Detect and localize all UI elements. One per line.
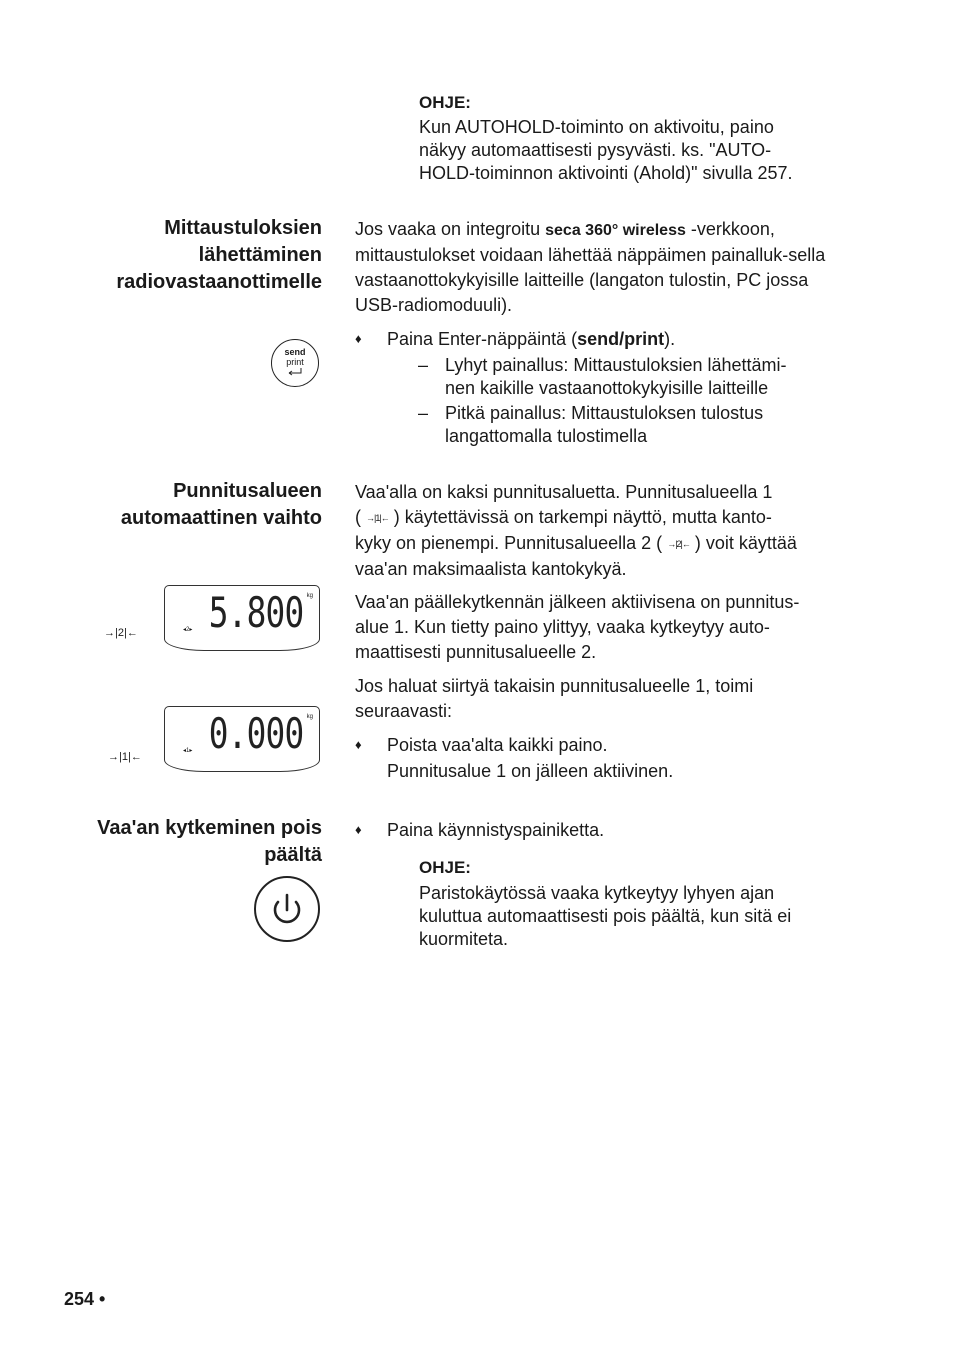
- para-line: [355, 531, 855, 557]
- para-line: seuraavasti:: [355, 701, 453, 721]
- dash-icon: –: [418, 355, 429, 375]
- heading-line: Vaa'an kytkeminen pois: [97, 817, 322, 839]
- para-line: alue 1. Kun tietty paino ylittyy, vaaka kytkeytyy auto-: [355, 617, 770, 637]
- para-text: kyky on pienempi. Punnitusalueella 2 (: [355, 533, 663, 553]
- heading-line: radiovastaanottimelle: [116, 271, 322, 293]
- bullet-text: [387, 327, 675, 351]
- scale-display: [164, 585, 320, 651]
- scale-display: [164, 706, 320, 772]
- heading-line: päältä: [264, 844, 322, 866]
- range-1-icon: →|1|←: [366, 513, 389, 523]
- para-text: Jos vaaka on integroitu: [355, 219, 546, 239]
- range-2-icon: →|2|←: [667, 539, 690, 549]
- para-line: vaa'an maksimaalista kantokykyä.: [355, 559, 627, 579]
- bullet-text: Poista vaa'alta kaikki paino.: [387, 735, 608, 755]
- key-label-send: send: [284, 347, 306, 357]
- section-heading-range: [121, 478, 322, 532]
- display-value: 0.000: [208, 709, 303, 758]
- para-line: Vaa'alla on kaksi punnitusaluetta. Punnitusalueella 1: [355, 482, 773, 502]
- bullet-result-text: Punnitusalue 1 on jälleen aktiivinen.: [387, 761, 674, 781]
- range-paragraph-3: [355, 674, 855, 724]
- display-range-indicator: ◂1▸: [183, 748, 193, 754]
- note-line: HOLD-toiminnon aktivointi (Ahold)" sivulla 257.: [419, 163, 793, 183]
- display-unit: kg: [306, 714, 313, 720]
- radio-paragraph: [355, 217, 840, 318]
- bullet-text-part: ).: [664, 329, 676, 349]
- brand-name: seca 360° wireless: [545, 222, 686, 239]
- enter-arrow-icon: [285, 368, 305, 376]
- heading-line: automaattinen vaihto: [120, 507, 322, 529]
- power-symbol-icon: [256, 878, 318, 940]
- note-line: Paristokäytössä vaaka kytkeytyy lyhyen ajan: [419, 883, 775, 903]
- send-print-key-icon: [271, 339, 319, 387]
- display-range-indicator: ◂2▸: [183, 627, 193, 633]
- note-line: näkyy automaattisesti pysyvästi. ks. "AUTO-: [419, 140, 772, 160]
- dash-line: langattomalla tulostimella: [445, 426, 648, 446]
- para-text: -verkkoon, mittaustulokset voidaan lähettää näppäimen painalluk-sella vastaanottokykyisille laitteille (langaton tulostin, PC jossa USB-radiomoduuli).: [355, 219, 826, 315]
- note-text: [419, 882, 849, 951]
- dash-line: nen kaikille vastaanottokykyisille laitteille: [445, 378, 769, 398]
- range-paragraph-2: [355, 590, 855, 665]
- display-value: 5.800: [208, 588, 303, 637]
- key-label-print: print: [286, 357, 304, 367]
- note-line: kuormiteta.: [419, 929, 509, 949]
- page-number: 254 •: [64, 1289, 106, 1309]
- para-line: maattisesti punnitusalueelle 2.: [355, 642, 597, 662]
- bullet-icon: ♦: [355, 331, 362, 346]
- para-text: ) voit käyttää: [694, 533, 797, 553]
- heading-line: Mittaustuloksien: [164, 217, 322, 239]
- note-heading: OHJE:: [419, 93, 471, 112]
- range-2-icon: →|2|←: [104, 627, 138, 639]
- note-heading: OHJE:: [419, 858, 471, 877]
- display-unit: kg: [306, 593, 313, 599]
- heading-line: lähettäminen: [198, 244, 322, 266]
- para-line: [355, 505, 855, 531]
- key-name: send/print: [577, 329, 665, 349]
- note-line: Kun AUTOHOLD-toiminto on aktivoitu, paino: [419, 117, 774, 137]
- range-1-icon: →|1|←: [108, 751, 142, 763]
- para-line: Vaa'an päällekytkennän jälkeen aktiivisena on punnitus-: [355, 592, 800, 612]
- bullet-icon: ♦: [355, 737, 362, 752]
- para-line: Jos haluat siirtyä takaisin punnitusalueelle 1, toimi: [355, 676, 754, 696]
- dash-icon: –: [418, 403, 429, 423]
- section-heading-power-off: [97, 815, 322, 869]
- dash-line: Lyhyt painallus: Mittaustuloksien lähettämi-: [445, 355, 787, 375]
- bullet-text: Paina käynnistyspainiketta.: [387, 820, 605, 840]
- power-button-icon: [254, 876, 320, 942]
- range-paragraph-1: [355, 480, 855, 582]
- heading-line: Punnitusalueen: [173, 480, 322, 502]
- section-heading-radio: [116, 215, 322, 296]
- para-text: (: [355, 507, 361, 527]
- dash-line: Pitkä painallus: Mittaustuloksen tulostus: [445, 403, 764, 423]
- bullet-icon: ♦: [355, 822, 362, 837]
- para-text: ) käytettävissä on tarkempi näyttö, mutta kanto-: [393, 507, 772, 527]
- note-line: kuluttua automaattisesti pois päältä, kun sitä ei: [419, 906, 792, 926]
- note-text: [419, 116, 849, 185]
- bullet-text-part: Paina Enter-näppäintä (: [387, 329, 578, 349]
